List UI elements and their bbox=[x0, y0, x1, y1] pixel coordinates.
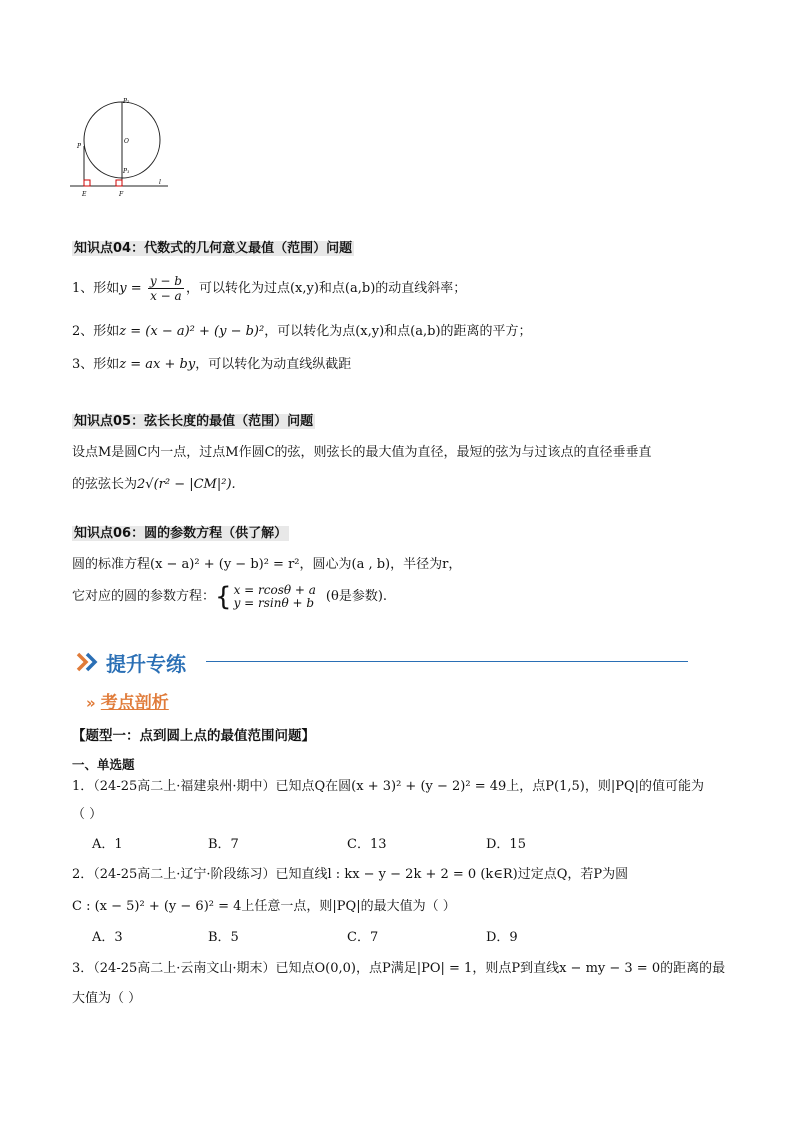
kp06-line2 bbox=[72, 584, 387, 610]
label-p2: P₂ bbox=[123, 98, 130, 105]
double-chevron-icon bbox=[76, 652, 102, 672]
q2-stem-line1: 2．（24-25高二上·辽宁·阶段练习）已知直线l : kx − y − 2k + 2 = 0 (k∈R)过定点Q，若P为圆 bbox=[72, 867, 629, 882]
kp05-line2-formula: 2√(r² − |CM|²). bbox=[137, 477, 236, 492]
kp04-item3-prefix: 3、形如 bbox=[72, 357, 120, 372]
q2-option-a[interactable]: A．3 bbox=[92, 930, 123, 945]
kp06-title: 知识点06：圆的参数方程（供了解） bbox=[74, 526, 288, 541]
kp04-item3-suffix: ，可以转化为动直线纵截距 bbox=[195, 357, 352, 372]
kp06-eq1: x = rcosθ + a bbox=[233, 583, 316, 597]
q1-option-c[interactable]: C．13 bbox=[347, 837, 387, 852]
subsection-chevron-icon: » bbox=[86, 694, 96, 712]
kp04-item1-prefix: 1、形如 bbox=[72, 281, 120, 296]
label-o: O bbox=[124, 138, 129, 145]
label-l: l bbox=[159, 179, 161, 186]
q3-stem-line2: 大值为（ ） bbox=[72, 991, 142, 1006]
kp04-item2-formula: z = (x − a)² + (y − b)² bbox=[119, 324, 265, 339]
kp04-item2-prefix: 2、形如 bbox=[72, 324, 120, 339]
label-e: E bbox=[82, 191, 87, 198]
kp04-item1-suffix: ，可以转化为过点(x,y)和点(a,b)的动直线斜率； bbox=[185, 281, 467, 296]
figure-right-angle-e bbox=[84, 180, 90, 186]
figure-right-angle-f bbox=[116, 180, 122, 186]
kp06-brace: { bbox=[215, 582, 232, 612]
kp06-line2-prefix: 它对应的圆的参数方程： bbox=[72, 589, 216, 604]
kp05-line1: 设点M是圆C内一点，过点M作圆C的弦，则弦长的最大值为直径，最短的弦为与过该点的直径垂垂直 bbox=[72, 445, 652, 460]
kp06-eq2: y = rsinθ + b bbox=[233, 596, 315, 610]
subsection-title: 考点剖析 bbox=[100, 693, 169, 713]
kp04-item3-formula: z = ax + by bbox=[119, 357, 196, 372]
kp05-line2 bbox=[72, 476, 236, 494]
q1-stem-line2: （ ） bbox=[72, 807, 103, 822]
section-title: 提升专练 bbox=[106, 652, 186, 676]
kp06-system bbox=[234, 584, 316, 610]
label-p: P bbox=[77, 143, 82, 150]
q3-stem-line1: 3．（24-25高二上·云南文山·期末）已知点O(0,0)，点P满足|PO| = 1，则点P到直线x − my − 3 = 0的距离的最 bbox=[72, 961, 726, 976]
q2-stem-line2: C : (x − 5)² + (y − 6)² = 4上任意一点，则|PQ|的最大值为（ ） bbox=[72, 899, 456, 914]
kp04-title: 知识点04：代数式的几何意义最值（范围）问题 bbox=[74, 241, 353, 256]
q1-option-d[interactable]: D．15 bbox=[486, 837, 526, 852]
kp06-line1: 圆的标准方程(x − a)² + (y − b)² = r²，圆心为(a , b)，半径为r， bbox=[72, 557, 462, 572]
question-type-title: 【题型一：点到圆上点的最值范围问题】 bbox=[72, 728, 315, 744]
subsection-header bbox=[86, 688, 169, 713]
q2-option-c[interactable]: C．7 bbox=[347, 930, 379, 945]
kp04-item2 bbox=[72, 323, 532, 341]
q1-stem-line1: 1．（24-25高二上·福建泉州·期中）已知点Q在圆(x + 3)² + (y − 2)² = 49上，点P(1,5)，则|PQ|的值可能为 bbox=[72, 779, 704, 794]
kp04-item2-suffix: ，可以转化为点(x,y)和点(a,b)的距离的平方； bbox=[264, 324, 532, 339]
section-header bbox=[76, 647, 688, 677]
kp04-item3 bbox=[72, 356, 351, 374]
q1-option-a[interactable]: A．1 bbox=[92, 837, 123, 852]
label-p1: P₁ bbox=[123, 168, 130, 175]
kp04-fraction: $\frac{y - b}{x - a}$ bbox=[149, 274, 182, 303]
q2-option-b[interactable]: B．5 bbox=[208, 930, 239, 945]
label-f: F bbox=[119, 191, 124, 198]
q1-option-b[interactable]: B．7 bbox=[208, 837, 239, 852]
kp05-line2-prefix: 的弦弦长为 bbox=[72, 477, 138, 492]
q2-option-d[interactable]: D．9 bbox=[486, 930, 518, 945]
kp04-item1: 1、形如y = $\frac{y - b}{x - a}$ ，可以转化为过点(x,y)和点(a,b)的动直线斜率； bbox=[72, 274, 467, 303]
kp05-title: 知识点05：弦长长度的最值（范围）问题 bbox=[74, 414, 314, 429]
section-divider bbox=[206, 661, 688, 662]
kp06-line2-suffix: (θ是参数). bbox=[325, 589, 388, 604]
circle-geometry-figure bbox=[68, 92, 178, 204]
single-choice-heading: 一、单选题 bbox=[72, 757, 135, 772]
